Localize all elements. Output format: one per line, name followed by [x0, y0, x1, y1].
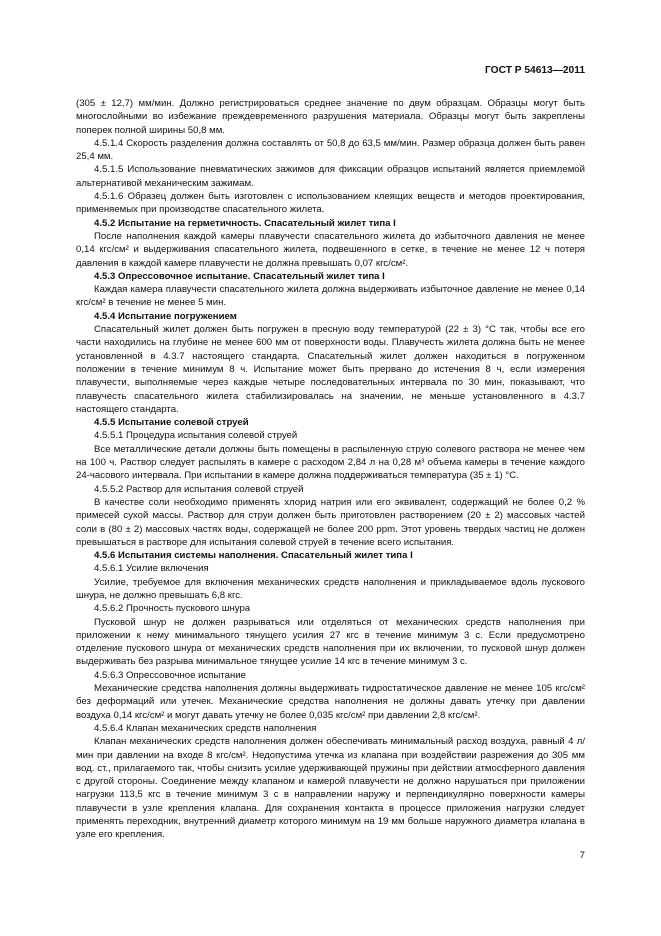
paragraph: Пусковой шнур не должен разрываться или отделяться от механических средств наполнения при приложении к нему минимального тянущего усилия 27 кгс в течение минимум 3 с. Если предусмотрено отделение пускового шнура от механических средств наполнения при их включении, то пусковой шнур должен выдерживать без разрыва минимальное тянущее усилие 14 кгс в течение минимум 3 с.: [76, 616, 585, 668]
paragraph: 4.5.1.5 Использование пневматических зажимов для фиксации образцов испытаний является приемлемой альтернативой механическим зажимам.: [76, 164, 585, 189]
paragraph: 4.5.6.2 Прочность пускового шнура: [94, 603, 251, 615]
paragraph: Механические средства наполнения должны выдерживать гидростатическое давление не менее 105 кгс/см² без деформаций или утечек. Механические средства наполнения не должны давать утечку при давлении воздуха 0,14 кгс/см² и могут давать утечку не более 0,035 кгс/см² при давлении 2,8 кгс/см².: [76, 683, 585, 721]
paragraph: 4.5.6.4 Клапан механических средств наполнения: [94, 722, 317, 734]
paragraph: Каждая камера плавучести спасательного жилета должна выдерживать избыточное давление не менее 0,14 кгс/см² в течение не менее 5 мин.: [76, 284, 585, 309]
paragraph: Все металлические детали должны быть помещены в распыленную струю солевого раствора не менее чем на 100 ч. Раствор следует распылять в камере с расходом 2,84 л на 0,28 м³ объема камеры в течение каждого 24-часового интервала. При испытании в камере должна поддерживаться температура (35 ± 1) °С.: [76, 443, 585, 482]
section-heading: 4.5.2 Испытание на герметичность. Спасательный жилет типа I: [94, 217, 396, 229]
paragraph: После наполнения каждой камеры плавучести спасательного жилета до избыточного давления не менее 0,14 кгс/см² и выдерживания спасательного жилета, подвешенного в сетке, в течение не менее 12 ч потеря давления в каждой камере плавучести не должна превышать 0,07 кгс/см².: [76, 230, 585, 269]
paragraph: В качестве соли необходимо применять хлорид натрия или его эквивалент, содержащий не более 0,2 % примесей сухой массы. Раствор для струи должен быть приготовлен растворением (20 ± 2) массовых частей соли в (80 ± 2) массовых частях воды, содержащей не более 200 ppm. Этот уровень твердых частиц не должен превышаться в растворе для испытания солевой струей в течение всего испытания.: [76, 496, 585, 548]
paragraph: 4.5.6.3 Опрессовочное испытание: [94, 669, 246, 681]
document-body: [76, 97, 585, 842]
section-heading: 4.5.3 Опрессовочное испытание. Спасательный жилет типа I: [94, 270, 385, 282]
paragraph: 4.5.1.4 Скорость разделения должна составлять от 50,8 до 63,5 мм/мин. Размер образца должен быть равен 25,4 мм.: [76, 137, 585, 163]
paragraph: 4.5.5.2 Раствор для испытания солевой струей: [94, 483, 304, 495]
paragraph: Клапан механических средств наполнения должен обеспечивать минимальный расход воздуха, равный 4 л/мин при давлении на входе 8 кгс/см². Недопустима утечка из клапана при воздействии разрежения до 305 мм вод. ст., прилагаемого так, чтобы снизить усилие удерживающей пружины при действии атмосферного давления с другой стороны. Соединение между клапаном и камерой плавучести не должно нарушаться при приложении нагрузки 113,5 кгс в течение минимум 3 с в направлении наружу и перпендикулярно поверхности камеры плавучести в узле крепления клапана. Для сохранения контакта в процессе приложения нагрузки следует применять переходник, внутренний диаметр которого минимум на 19 мм больше наружного диаметра клапана в узле его крепления.: [76, 736, 585, 841]
section-heading: 4.5.5 Испытание солевой струей: [94, 417, 249, 429]
paragraph: 4.5.1.6 Образец должен быть изготовлен с использованием клеящих веществ и методов проектирования, применяемых при производстве спасательного жилета.: [76, 191, 585, 216]
paragraph: Спасательный жилет должен быть погружен в пресную воду температурой (22 ± 3) °С так, чтобы все его части находились на глубине не менее 600 мм от поверхности воды. Плавучесть жилета должна быть не менее установленной в 4.3.7 настоящего стандарта. Спасательный жилет должен находиться в погруженном положении в течение минимум 8 ч. Испытание может быть прервано до истечения 8 ч, если измерения плавучести, выполняемые через каждые четыре последовательных интервала по 30 мин, показывают, что плавучесть спасательного жилета стабилизировалась на значении, не меньше установленного в 4.3.7 настоящего стандарта.: [76, 324, 585, 415]
section-heading: 4.5.4 Испытание погружением: [94, 310, 237, 322]
page-number: 7: [579, 850, 585, 861]
paragraph: Усилие, требуемое для включения механических средств наполнения и прикладываемое вдоль пускового шнура, не должно превышать 6,8 кгс.: [76, 576, 585, 601]
section-heading: 4.5.6 Испытания системы наполнения. Спасательный жилет типа I: [94, 550, 413, 562]
paragraph: 4.5.5.1 Процедура испытания солевой струей: [94, 430, 298, 442]
standard-header: ГОСТ Р 54613—2011: [485, 65, 585, 76]
paragraph: 4.5.6.1 Усилие включения: [94, 563, 209, 575]
paragraph: (305 ± 12,7) мм/мин. Должно регистрироваться среднее значение по двум образцам. Образцы могут быть многослойными во избежание преждевременного разрушения материала. Образцы могут быть закреплены поперек полной ширины 50,8 мм.: [76, 98, 585, 136]
